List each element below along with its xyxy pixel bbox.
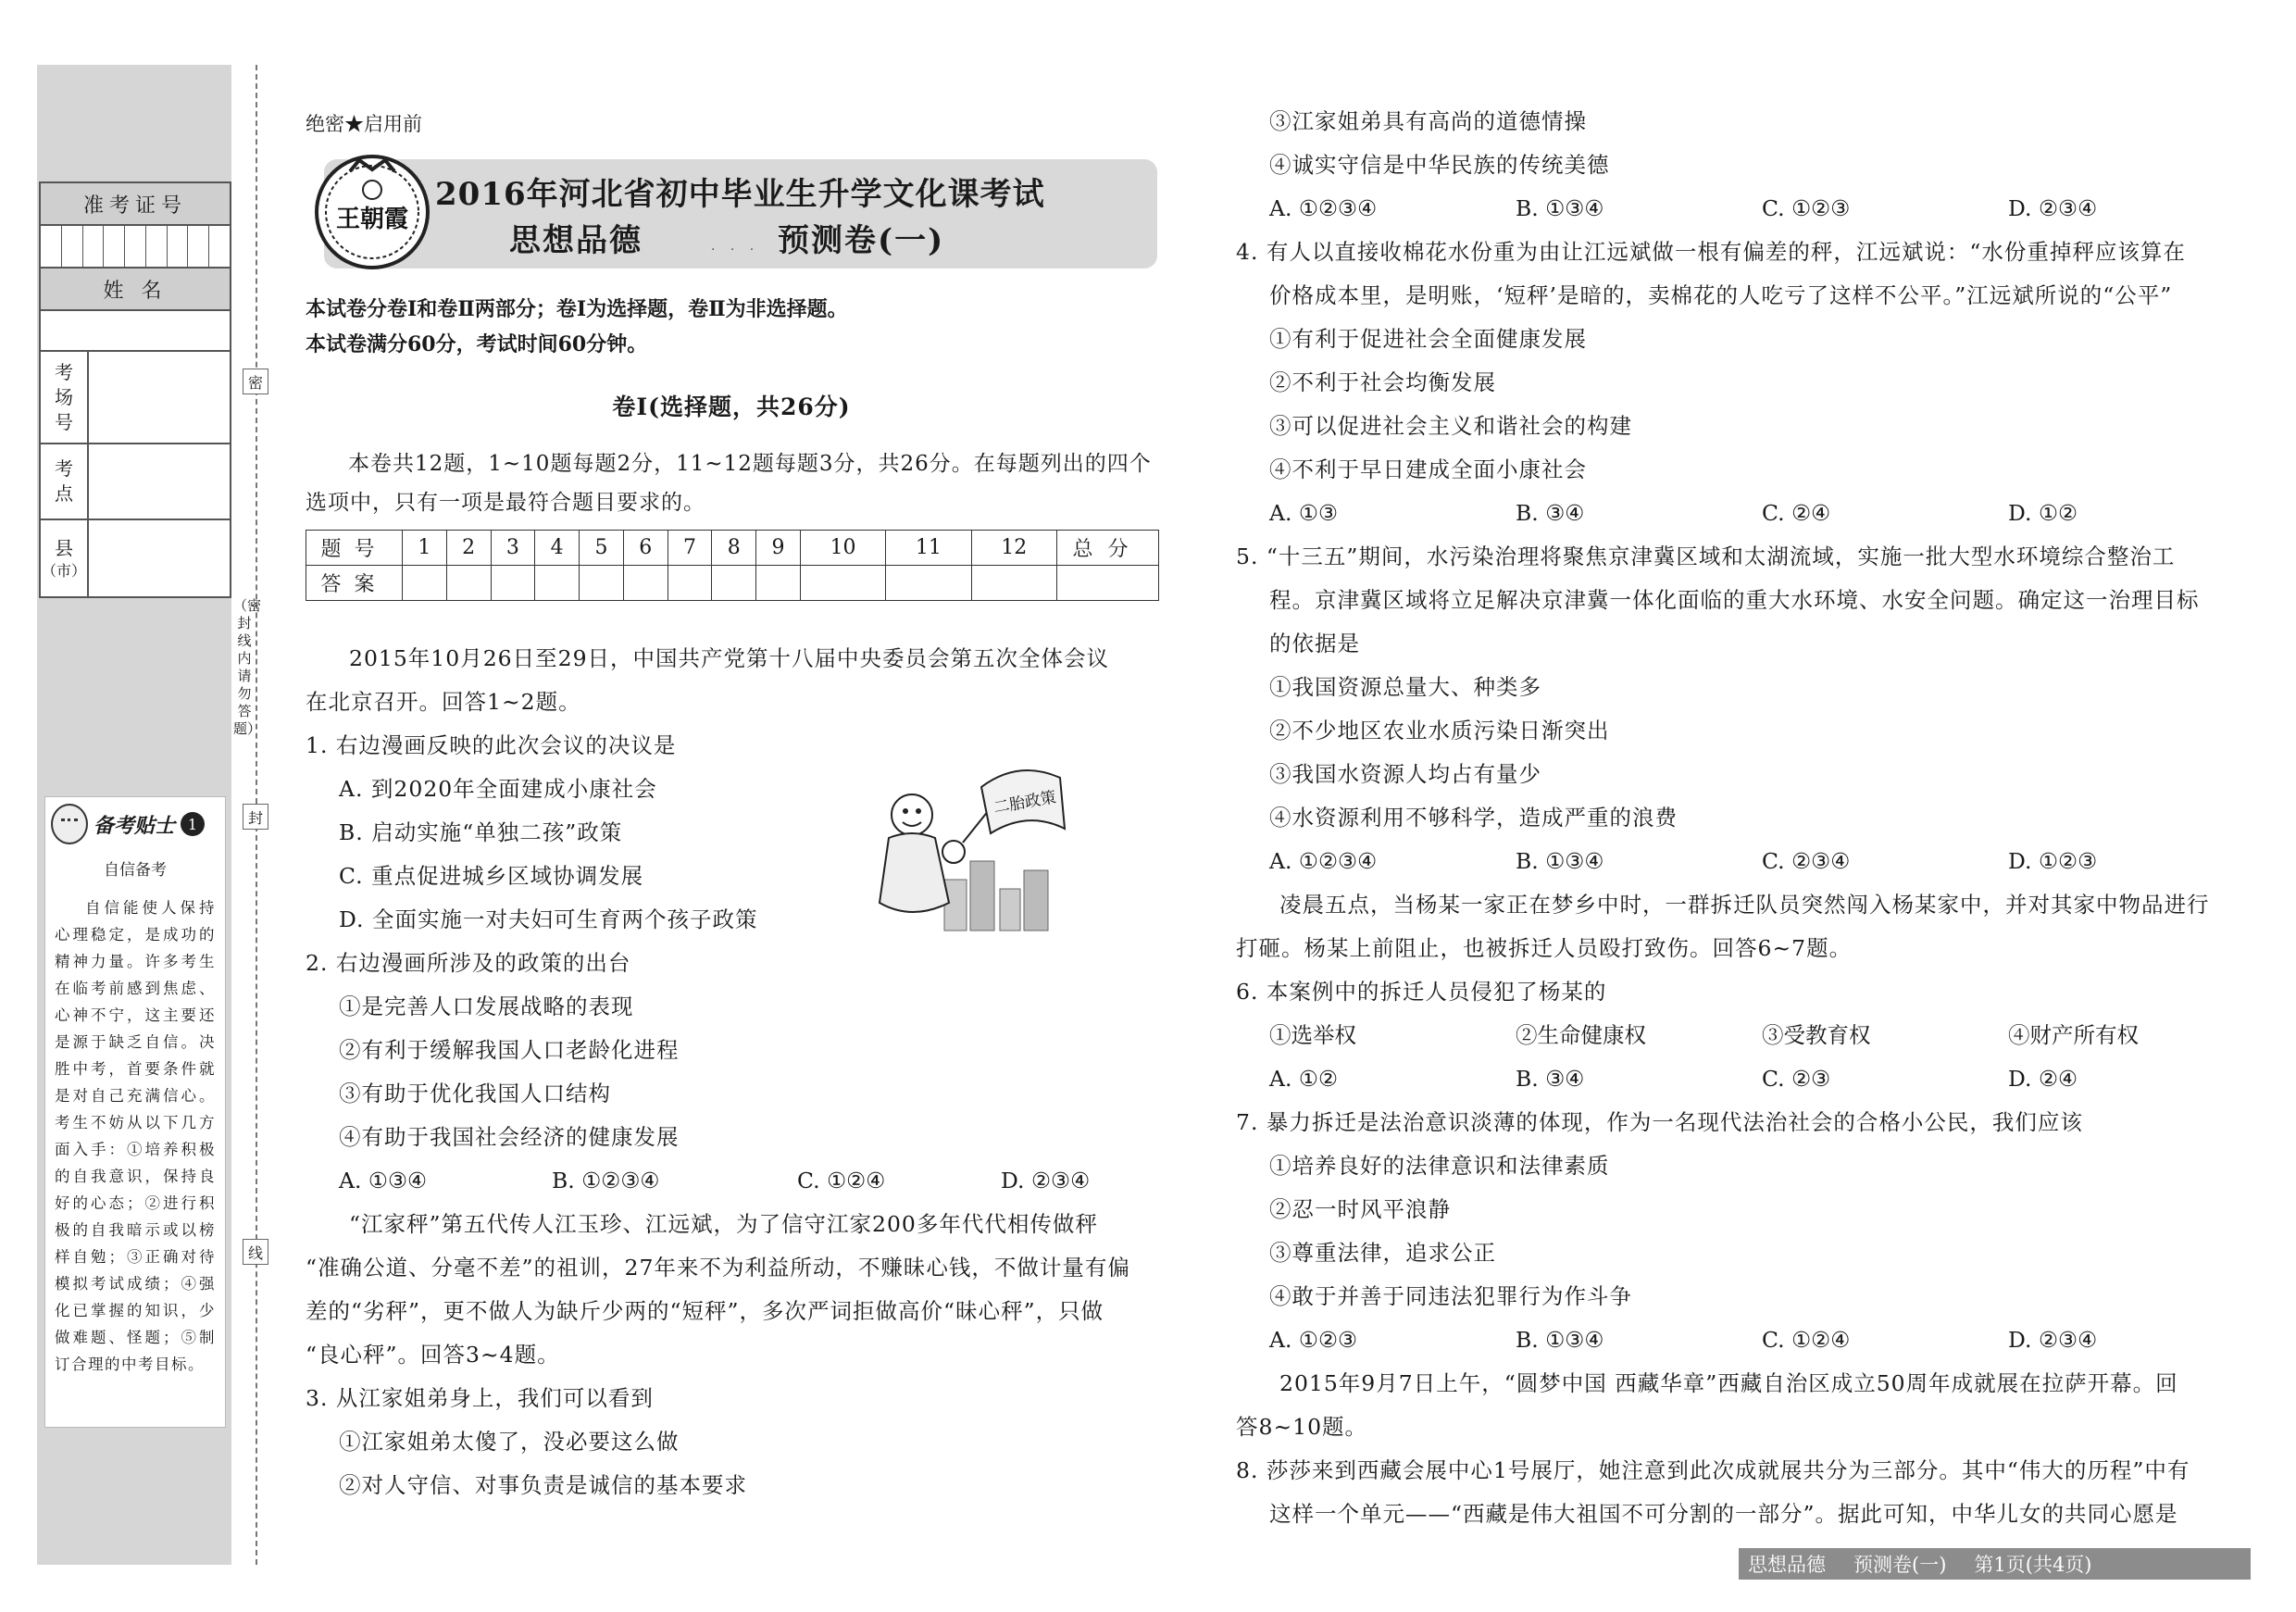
exam-id-label: 准考证号: [41, 183, 230, 226]
section-description: 本卷共12题，1~10题每题2分，11~12题每题3分，共26分。在每题列出的四个选项中，只有一项是最符合题目要求的。: [306, 452, 1152, 515]
site-row: [41, 444, 230, 520]
answer-table: 题号 1 2 3 4 5 6 7 8 9 10 11 12 总分 答案: [306, 530, 1159, 601]
svg-text:二胎政策: 二胎政策: [992, 788, 1058, 818]
footer-paper: 预测卷(一): [1853, 1554, 1947, 1576]
footer-page: 第1页(共4页): [1974, 1554, 2092, 1576]
question-6: 6. 本案例中的拆迁人员侵犯了杨某的: [1236, 979, 1607, 1005]
page-footer: [1739, 1548, 2251, 1580]
svg-text:王朝霞: 王朝霞: [335, 206, 409, 233]
brand-logo: [313, 153, 431, 271]
county-row: [41, 520, 230, 596]
question-5: 5. “十三五”期间，水污染治理将聚焦京津冀区域和太湖流域，实施一批大型水环境综合整治工: [1236, 544, 2176, 569]
question-3: 3. 从江家姐弟身上，我们可以看到: [306, 1385, 654, 1411]
question-6-items: ①选举权 ②生命健康权 ③受教育权 ④财产所有权: [1269, 1022, 2139, 1048]
room-label: 考 场 号: [41, 352, 89, 443]
question-1: 1. 右边漫画反映的此次会议的决议是: [306, 732, 677, 758]
table-row-label: 题号: [306, 531, 403, 566]
mascot-icon: [51, 804, 88, 844]
seal-mark-xian: 线: [243, 1239, 268, 1265]
name-field: [41, 311, 230, 352]
question-7-options: A. ①②③ B. ①③④ C. ①②④ D. ②③④: [1269, 1327, 2098, 1353]
footer-subject: 思想品德: [1748, 1554, 1826, 1576]
question-5-options: A. ①②③④ B. ①③④ C. ②③④ D. ①②③: [1269, 848, 2098, 874]
table-row-label: 答案: [306, 566, 403, 601]
seal-mark-feng: 封: [243, 804, 268, 830]
question-4: 4. 有人以直接收棉花水份重为由让江远斌做一根有偏差的秤，江远斌说：“水份重掉秤应该算在: [1236, 239, 2186, 265]
question-3-options: A. ①②③④ B. ①③④ C. ①②③ D. ②③④: [1269, 195, 2098, 221]
confidential-label: 绝密★启用前: [306, 113, 422, 135]
exam-tips-box: [44, 796, 226, 1428]
seal-note: （密封线内请勿答题）: [233, 597, 262, 737]
paper-title: 预测卷(一): [778, 222, 945, 259]
tips-badge: 备考贴士 1: [51, 803, 205, 845]
question-7: 7. 暴力拆迁是法治意识淡薄的体现，作为一名现代法治社会的合格小公民，我们应该: [1236, 1109, 2083, 1135]
tips-text: 自信能使人保持心理稳定，是成功的精神力量。许多考生在临考前感到焦虑、心神不宁，这主要还是源于缺乏自信。决胜中考，首要条件就是对自己充满信心。考生不妨从以下几方面入手：①培养积极的自我意识，保持良好的心态；②进行积极的自我暗示或以榜样自勉；③正确对待模拟考试成绩；④强化已掌握的知识，少做难题、怪题；⑤制订合理的中考目标。: [55, 899, 216, 1373]
right-column: ③江家姐弟具有高尚的道德情操 ④诚实守信是中华民族的传统美德 A. ①②③④ B. ①③④ C. ①②③ D. ②③④ 4. 有人以直接收棉花水份重为由让江远斌做一根有偏差的秤，江远斌说：“水份重掉秤应该算在 价格成本里，是明账，‘短秤’是暗的，卖棉花的人吃亏了这样不公平。”江远斌所说的“公平” ①有利于促进社会全面健康发展 ②不利于社会均衡发展 ③可以促进社会主义和谐社会的构建 ④不利于早日建成全面小康社会 A. ①③ B. ③④ C. ②④ D. ①② 5. “十三五”期间，水污染治理将聚焦京津冀区域和太湖流域，实施一批大型水环境综合整治工 程。京津冀区域将立足解决京津冀一体化面临的重大水环境、水安全问题。确定这一治理目标 的依据是 ①我国资源总量大、种类多 ②不少地区农业水质污染日渐突出 ③我国水资源人均占有量少 ④水资源利用不够科学，造成严重的浪费 A. ①②③④ B. ①③④ C. ②③④ D. ①②③ 凌晨五点，当杨某一家正在梦乡中时，一群拆迁队员突然闯入杨某家中，并对其家中物品进行 打砸。杨某上前阻止，也被拆迁人员殴打致伤。回答6~7题。 6. 本案例中的拆迁人员侵犯了杨某的 ①选举权 ②生命健康权 ③受教育权 ④财产所有权 A. ①② B. ③④ C. ②③ D. ②④ 7. 暴力拆迁是法治意识淡薄的体现，作为一名现代法治社会的合格小公民，我们应该 ①培养良好的法律意识和法律素质 ②忍一时风平浪静 ③尊重法律，追求公正 ④敢于并善于同违法犯罪行为作斗争 A. ①②③ B. ①③④ C. ①②④ D. ②③④ 2015年9月7日上午，“圆梦中国 西藏华章”西藏自治区成立50周年成就展在拉萨开幕。回 答8~10题。 8. 莎莎来到西藏会展中心1号展厅，她注意到此次成就展共分为三部分。其中“伟大的历程”中有 这样一个单元——“西藏是伟大祖国不可分割的一部分”。据此可知，中华儿女的共同心愿是: [1236, 100, 2254, 1536]
title-dots: · · ·: [711, 243, 760, 257]
section-title: 卷Ⅰ(选择题，共26分): [612, 394, 851, 420]
room-row: [41, 352, 230, 444]
subject-title: 思想品德: [509, 222, 643, 259]
title-banner: [324, 159, 1157, 269]
candidate-info-box: [39, 181, 231, 598]
tips-heading: 自信备考: [104, 861, 167, 880]
county-label: 县 （市）: [41, 520, 89, 596]
question-2: 2. 右边漫画所涉及的政策的出台: [306, 950, 631, 976]
question-6-options: A. ①② B. ③④ C. ②③ D. ②④: [1269, 1066, 2078, 1092]
exam-id-cells: [41, 226, 230, 269]
question-4-options: A. ①③ B. ③④ C. ②④ D. ①②: [1269, 500, 2078, 526]
seal-mark-mi: 密: [243, 369, 268, 394]
exam-title: 2016年河北省初中毕业生升学文化课考试: [435, 176, 1045, 213]
question-8: 8. 莎莎来到西藏会展中心1号展厅，她注意到此次成就展共分为三部分。其中“伟大的历程”中有: [1236, 1457, 2190, 1483]
question-2-options: A. ①③④ B. ①②③④ C. ①②④ D. ②③④: [339, 1168, 1091, 1193]
name-label: 姓 名: [41, 269, 230, 311]
total-label: 总分: [1057, 531, 1159, 566]
policy-cartoon: [861, 741, 1092, 935]
paper-instructions: 本试卷分卷Ⅰ和卷Ⅱ两部分；卷Ⅰ为选择题，卷Ⅱ为非选择题。 本试卷满分60分，考试时间60分钟。: [306, 297, 848, 356]
site-label: 考 点: [41, 444, 89, 519]
left-column: 2015年10月26日至29日，中国共产党第十八届中央委员会第五次全体会议 在北京召开。回答1~2题。 1. 右边漫画反映的此次会议的决议是 A. 到2020年全面建成小康社会 B. 启动实施“单独二孩”政策 C. 重点促进城乡区域协调发展 D. 全面实施一对夫妇可生育两个孩子政策 2. 右边漫画所涉及的政策的出台 ①是完善人口发展战略的表现 ②有利于缓解我国人口老龄化进程 ③有助于优化我国人口结构 ④有助于我国社会经济的健康发展 A. ①③④ B. ①②③④ C. ①②④ D. ②③④ “江家秤”第五代传人江玉珍、江远斌，为了信守江家200多年代代相传做秤 “准确公道、分毫不差”的祖训，27年来不为利益所动，不赚昧心钱，不做计量有偏 差的“劣秤”，更不做人为缺斤少两的“短秤”，多次严词拒做高价“昧心秤”，只做 “良心秤”。回答3~4题。 3. 从江家姐弟身上，我们可以看到 ①江家姐弟太傻了，没必要这么做 ②对人守信、对事负责是诚信的基本要求: [306, 637, 1157, 1507]
